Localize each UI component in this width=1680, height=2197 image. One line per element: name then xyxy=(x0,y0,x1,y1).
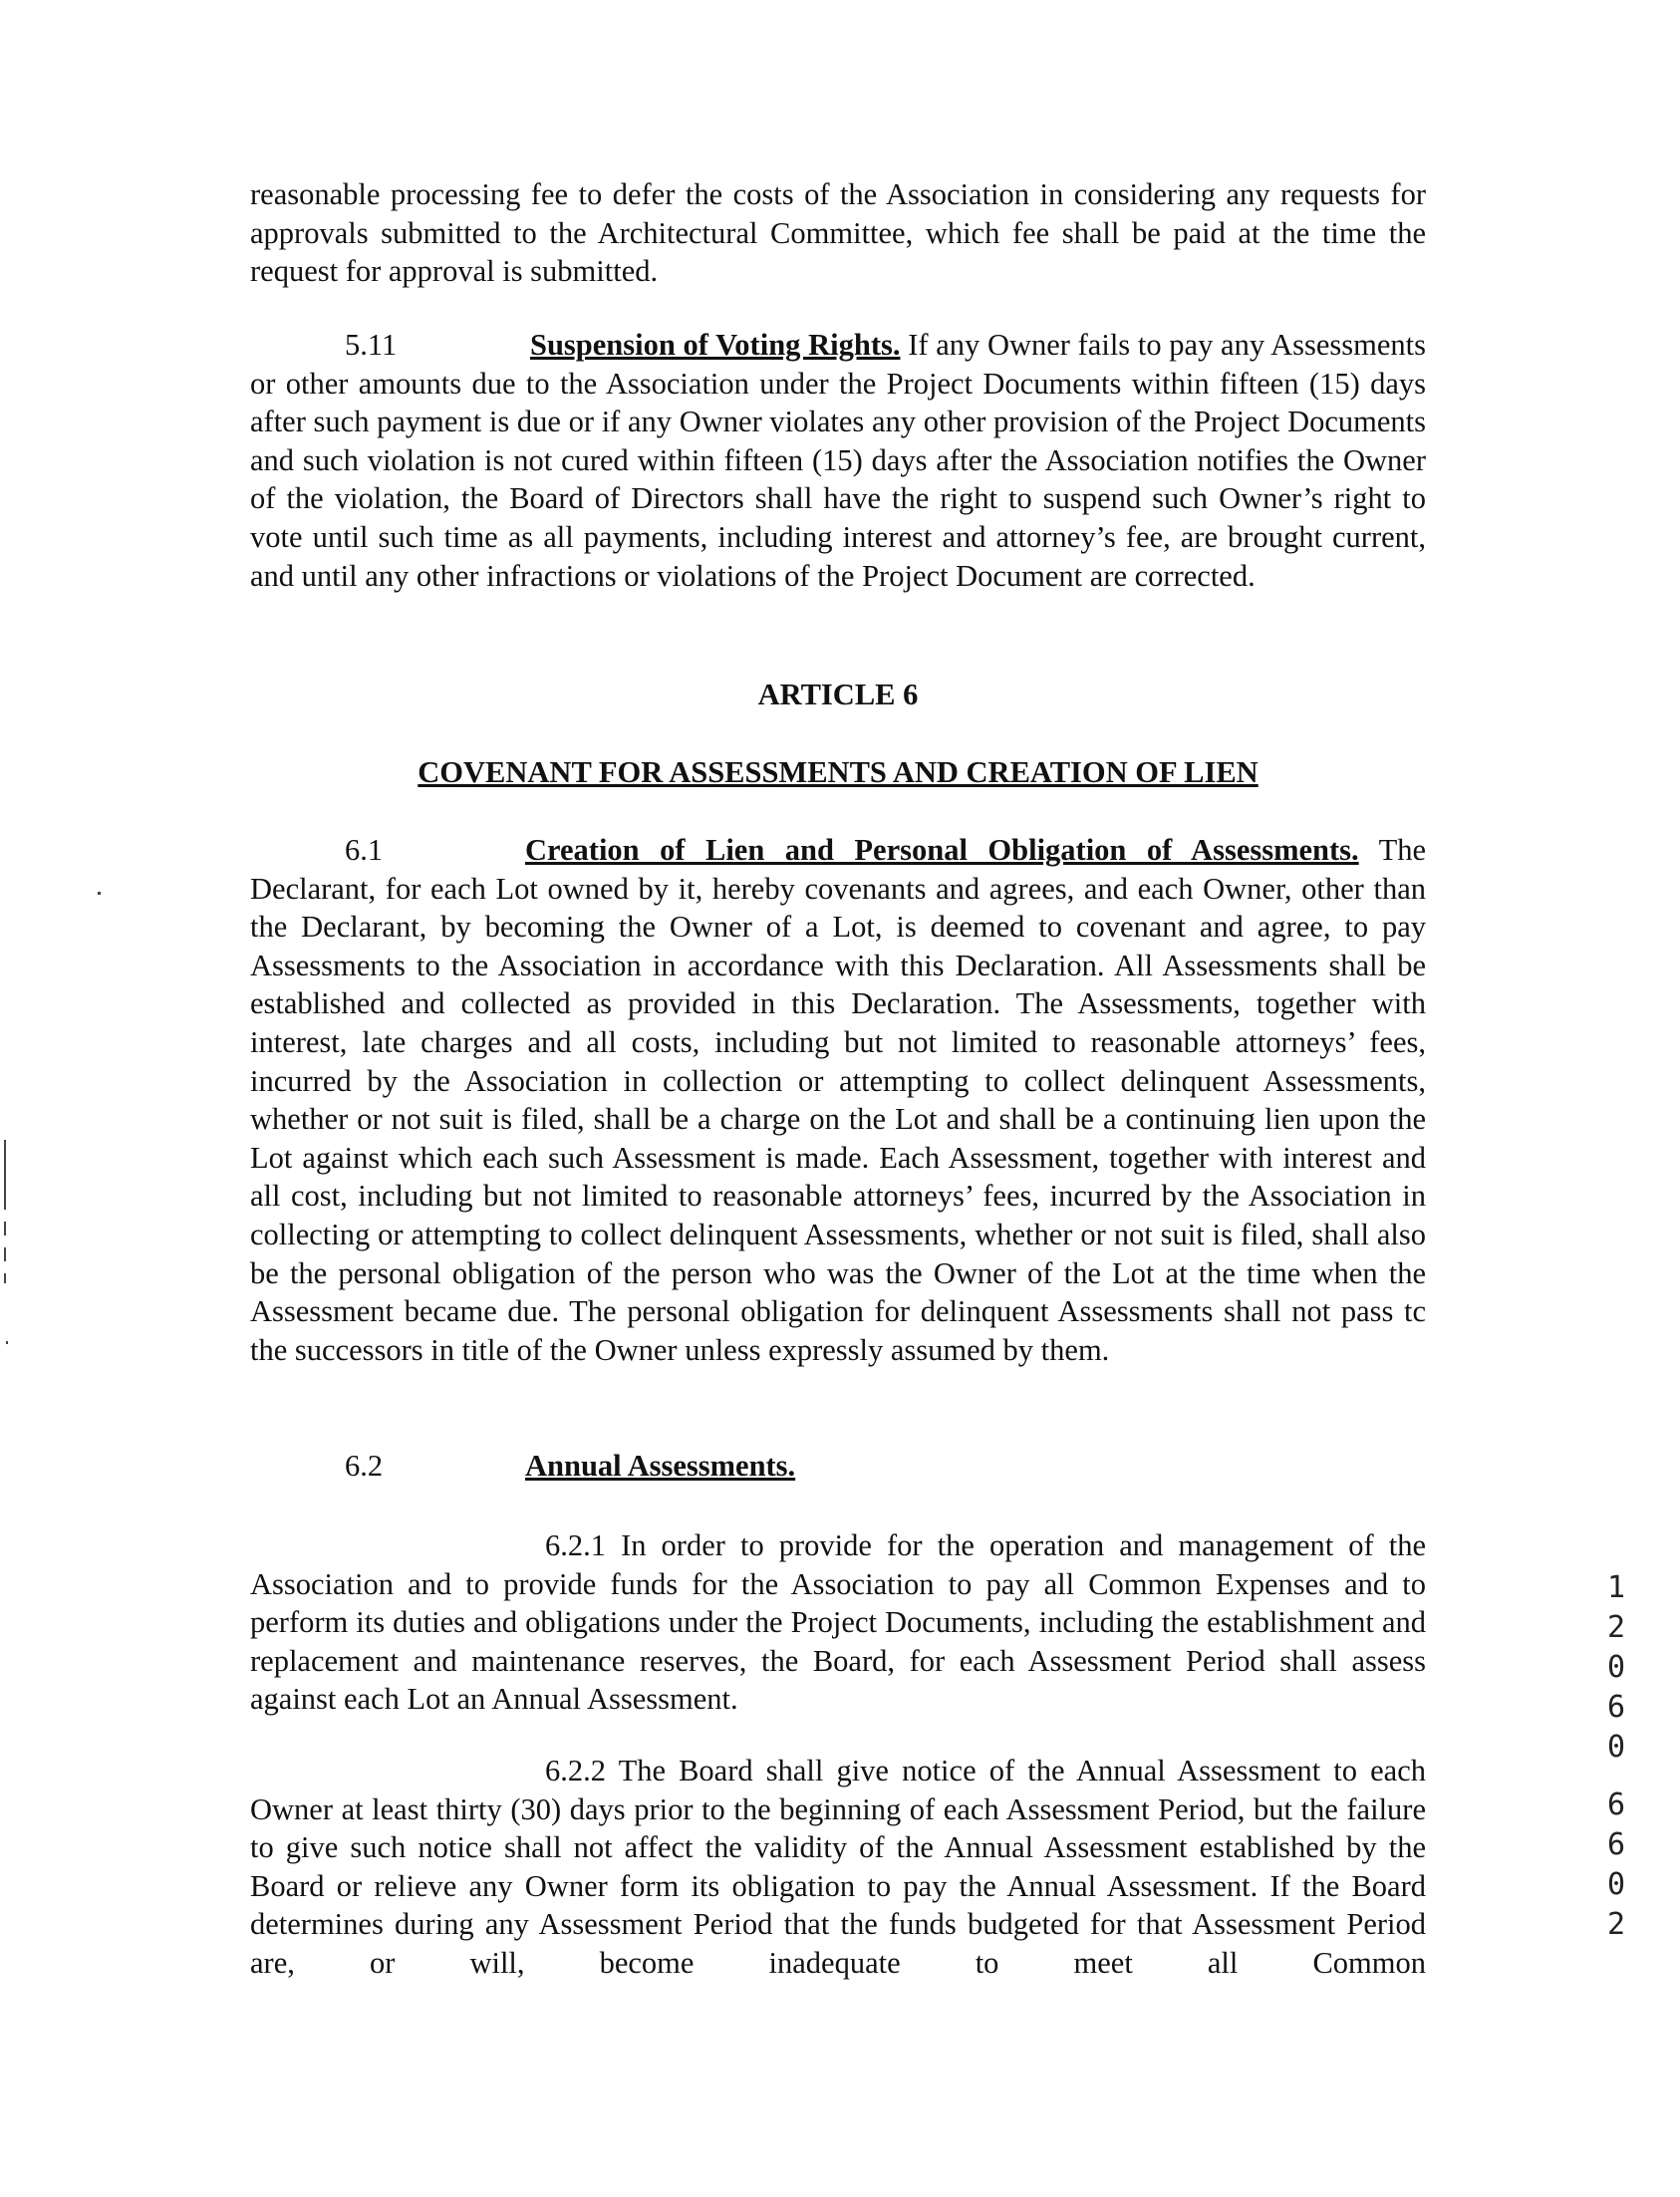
paragraph-text: reasonable processing fee to defer the costs of the Association in considering any requests for approvals submitted to the Architectural Committee, which fee shall be paid at the time the request for approval is submitted. xyxy=(250,177,1426,289)
paragraph-processing-fee xyxy=(250,175,1426,291)
article-heading: ARTICLE 6 xyxy=(757,678,919,711)
margin-digit: 2 xyxy=(1606,1907,1626,1942)
section-6-2 xyxy=(250,1447,1426,1486)
margin-digit: 6 xyxy=(1606,1690,1626,1725)
section-text: If any Owner fails to pay any Assessments or other amounts due to the Association under the Project Documents within fifteen (15) days after such payment is due or if any Owner violates any other provision of the Project Documents and such violation is not cured within fifteen (15) days after the Association notifies the Owner of the violation, the Board of Directors shall have the right to suspend such Owner’s right to vote until such time as all payments, including interest and attorney’s fee, are brought current, and until any other infractions or violations of the Project Document are corrected. xyxy=(250,328,1427,593)
scan-speck xyxy=(6,1341,8,1344)
section-title: Annual Assessments. xyxy=(525,1449,796,1483)
subsection-number: 6.2.2 xyxy=(545,1754,606,1787)
margin-digit: 0 xyxy=(1606,1730,1626,1765)
subsection-number: 6.2.1 xyxy=(545,1528,606,1562)
section-number: 6.1 xyxy=(345,833,384,867)
scan-edge-mark xyxy=(4,1222,6,1236)
section-number: 6.2 xyxy=(345,1449,384,1483)
section-6-2-1 xyxy=(250,1526,1426,1719)
subsection-text: In order to provide for the operation and management of the Association and to provide funds for the Association to pay all Common Expenses and to perform its duties and obligations under the Project Documents, including the establishment and replacement and maintenance reserves, the Board, for each Assessment Period shall assess against each Lot an Annual Assessment. xyxy=(250,1528,1426,1717)
margin-digit: 1 xyxy=(1606,1570,1626,1605)
section-number: 5.11 xyxy=(345,328,398,362)
margin-digit: 6 xyxy=(1606,1827,1626,1862)
margin-digit: 0 xyxy=(1606,1867,1626,1902)
scan-edge-mark xyxy=(4,1247,6,1261)
section-title: Suspension of Voting Rights. xyxy=(530,328,901,362)
scan-edge-mark xyxy=(4,1140,6,1210)
section-6-2-2 xyxy=(250,1752,1426,1983)
margin-digit: 2 xyxy=(1606,1610,1626,1645)
scan-speck xyxy=(98,892,101,895)
scan-edge-mark xyxy=(4,1273,6,1283)
margin-digit: 6 xyxy=(1606,1787,1626,1822)
article-title: COVENANT FOR ASSESSMENTS AND CREATION OF LIEN xyxy=(418,755,1259,789)
margin-digit: 0 xyxy=(1606,1650,1626,1685)
section-5-11 xyxy=(250,326,1426,595)
section-title: Creation of Lien and Personal Obligation of Assessments. xyxy=(525,833,1359,867)
section-6-1 xyxy=(250,831,1426,1369)
section-text: The Declarant, for each Lot owned by it, hereby covenants and agrees, and each Owner, other than the Declarant, by becoming the Owner of a Lot, is deemed to covenant and agree, to pay Assessments to the Association in accordance with this Declaration. All Assessments shall be established and collected as provided in this Declaration. The Assessments, together with interest, late charges and all costs, including but not limited to reasonable attorneys’ fees, incurred by the Association in collection or attempting to collect delinquent Assessments, whether or not suit is filed, shall be a charge on the Lot and shall be a continuing lien upon the Lot against which each such Assessment is made. Each Assessment, together with interest and all cost, including but not limited to reasonable attorneys’ fees, incurred by the Association in collecting or attempting to collect delinquent Assessments, whether or not suit is filed, shall also be the personal obligation of the person who was the Owner of the Lot at the time when the Assessment became due. The personal obligation for delinquent Assessments shall not pass tc the successors in title of the Owner unless expressly assumed by them. xyxy=(250,833,1426,1367)
subsection-text: The Board shall give notice of the Annual Assessment to each Owner at least thirty (30) days prior to the beginning of each Assessment Period, but the failure to give such notice shall not affect the validity of the Annual Assessment established by the Board or relieve any Owner form its obligation to pay the Annual Assessment. If the Board determines during any Assessment Period that the funds budgeted for that Assessment Period are, or will, become inadequate to meet all Common xyxy=(250,1754,1426,1980)
